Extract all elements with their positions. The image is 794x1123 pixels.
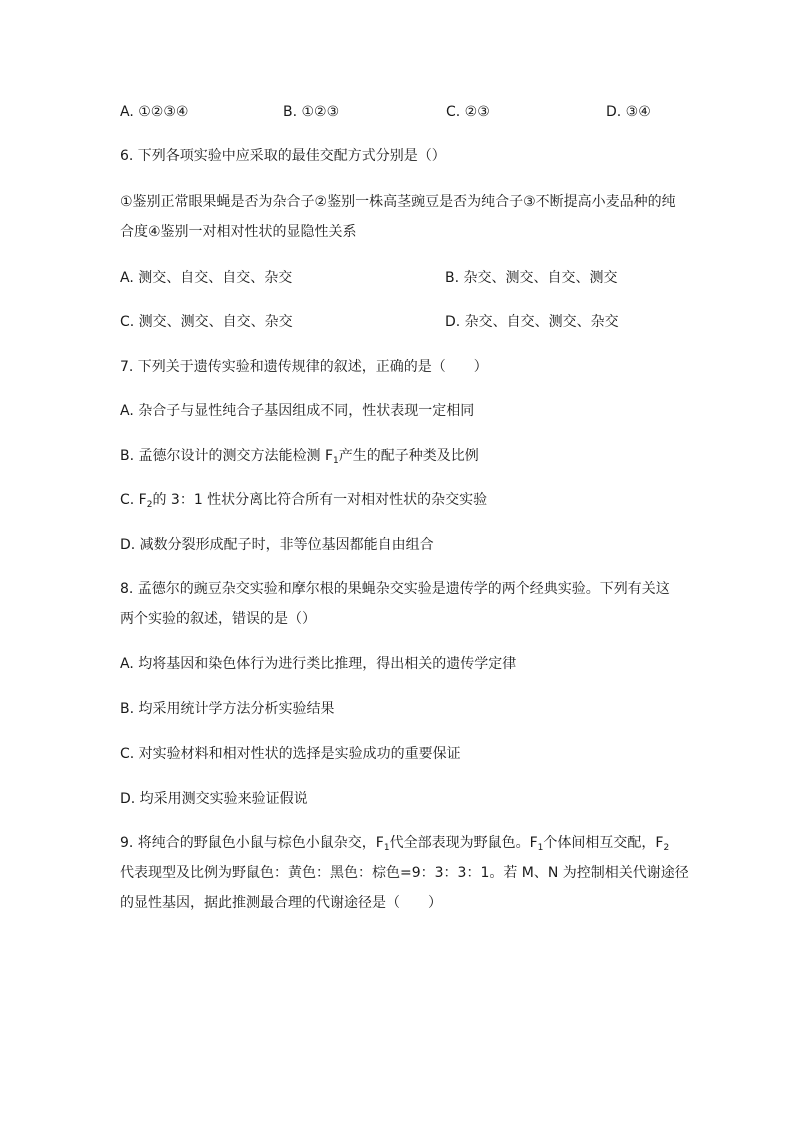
q7-option-d: D. 减数分裂形成配子时，非等位基因都能自由组合 xyxy=(120,537,434,553)
q5-option-c: C. ②③ xyxy=(446,104,490,120)
q9-stem-line2: 代表现型及比例为野鼠色：黄色：黑色：棕色=9：3：3：1。若 M、N 为控制相关代谢途径 xyxy=(120,865,689,881)
q5-option-b: B. ①②③ xyxy=(283,104,340,120)
q9-stem-line3: 的显性基因，据此推测最合理的代谢途径是（ ） xyxy=(120,895,442,911)
q6-items-line1: ①鉴别正常眼果蝇是否为杂合子②鉴别一株高茎豌豆是否为纯合子③不断提高小麦品种的纯 xyxy=(120,194,676,210)
q6-option-c: C. 测交、测交、自交、杂交 xyxy=(120,314,293,330)
q6-option-a: A. 测交、自交、自交、杂交 xyxy=(120,270,293,286)
q8-option-d: D. 均采用测交实验来验证假说 xyxy=(120,791,308,807)
q5-option-d: D. ③④ xyxy=(606,104,651,120)
q8-stem-line2: 两个实验的叙述，错误的是（） xyxy=(120,611,316,627)
q7-option-a: A. 杂合子与显性纯合子基因组成不同，性状表现一定相同 xyxy=(120,403,475,419)
q9-stem-line1 xyxy=(120,833,669,853)
q8-stem-line1: 8. 孟德尔的豌豆杂交实验和摩尔根的果蝇杂交实验是遗传学的两个经典实验。下列有关这 xyxy=(120,581,670,597)
q7-option-c xyxy=(120,490,487,510)
q9-text-b: 代全部表现为野鼠色。F xyxy=(389,835,538,851)
q7-stem: 7. 下列关于遗传实验和遗传规律的叙述，正确的是（ ） xyxy=(120,359,488,375)
q7-option-b xyxy=(120,446,479,466)
q7-option-c-subscript: 2 xyxy=(146,500,153,510)
q6-option-d: D. 杂交、自交、测交、杂交 xyxy=(445,314,619,330)
q6-items-line2: 合度④鉴别一对相对性状的显隐性关系 xyxy=(120,224,357,240)
q5-option-a: A. ①②③④ xyxy=(120,104,189,120)
q9-text-a: 9. 将纯合的野鼠色小鼠与棕色小鼠杂交，F xyxy=(120,835,384,851)
q7-option-c-text-end: 的 3：1 性状分离比符合所有一对相对性状的杂交实验 xyxy=(152,492,488,508)
q8-option-c: C. 对实验材料和相对性状的选择是实验成功的重要保证 xyxy=(120,746,461,762)
q7-option-c-text: C. F xyxy=(120,492,147,508)
q8-option-b: B. 均采用统计学方法分析实验结果 xyxy=(120,701,335,717)
q9-text-c: 个体间相互交配，F xyxy=(543,835,664,851)
q6-stem: 6. 下列各项实验中应采取的最佳交配方式分别是（） xyxy=(120,148,446,164)
q9-subscript-1: 1 xyxy=(383,843,390,853)
q7-option-b-subscript: 1 xyxy=(333,456,339,466)
q8-option-a: A. 均将基因和染色体行为进行类比推理，得出相关的遗传学定律 xyxy=(120,656,517,672)
q9-subscript-3: 2 xyxy=(663,843,670,853)
q7-option-b-text-end: 产生的配子种类及比例 xyxy=(338,448,479,464)
q7-option-b-text: B. 孟德尔设计的测交方法能检测 F xyxy=(120,448,334,464)
q9-subscript-2: 1 xyxy=(537,843,544,853)
q6-option-b: B. 杂交、测交、自交、测交 xyxy=(445,270,618,286)
